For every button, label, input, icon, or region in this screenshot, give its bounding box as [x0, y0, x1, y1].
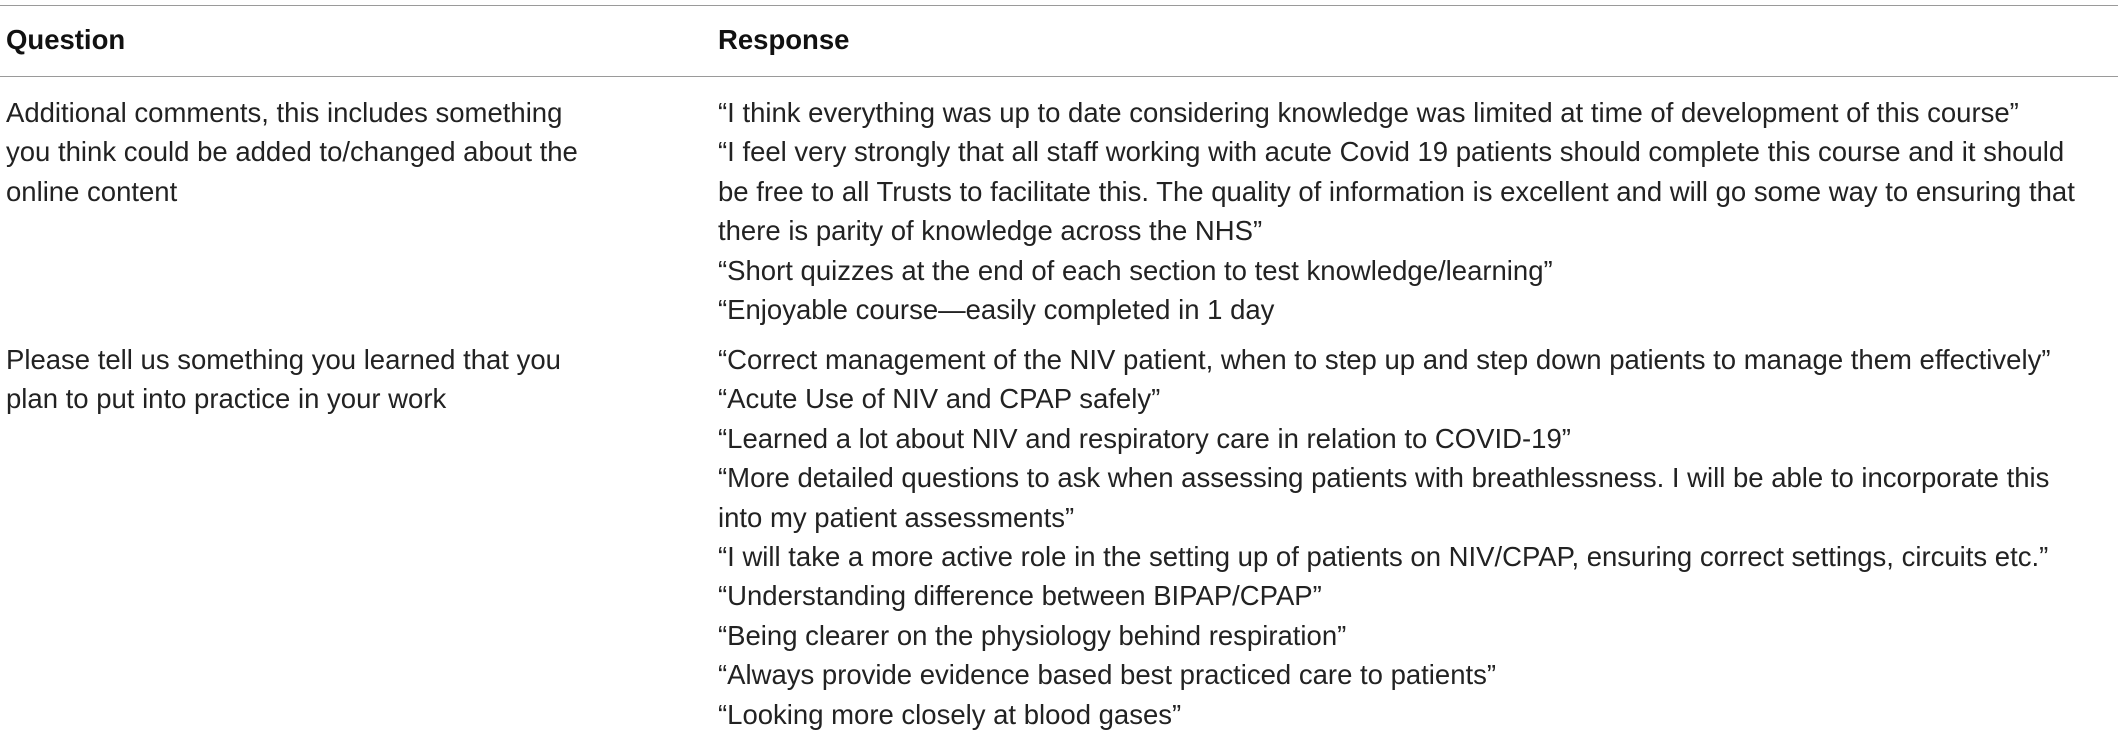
- question-line: Please tell us something you learned that you: [6, 344, 561, 375]
- question-line: online content: [6, 175, 178, 207]
- table-row-2-question: [6, 340, 561, 419]
- response-line: “I think everything was up to date considering knowledge was limited at time of development of this course”: [718, 97, 2019, 128]
- table-row-2-responses: [718, 340, 2050, 734]
- response-line: “Short quizzes at the end of each section to test knowledge/learning”: [718, 254, 1553, 286]
- response-line: “Being clearer on the physiology behind respiration”: [718, 619, 1347, 651]
- response-line: “More detailed questions to ask when assessing patients with breathlessness. I will be able to incorporate this: [718, 462, 2050, 494]
- response-line: “Always provide evidence based best practiced care to patients”: [718, 659, 1497, 691]
- response-line: “Looking more closely at blood gases”: [718, 698, 1182, 730]
- response-line: “Learned a lot about NIV and respiratory care in relation to COVID-19”: [718, 422, 1571, 454]
- question-line: plan to put into practice in your work: [6, 383, 447, 415]
- response-line: “Enjoyable course—easily completed in 1 day: [718, 293, 1275, 325]
- table-header-rule: [0, 76, 2118, 77]
- response-line: “I will take a more active role in the setting up of patients on NIV/CPAP, ensuring correct settings, circuits etc.”: [718, 540, 2049, 572]
- table-row-1-responses: [718, 93, 2075, 329]
- response-column-header: Response: [718, 24, 850, 55]
- response-line: there is parity of knowledge across the NHS”: [718, 215, 1263, 247]
- question-line: Additional comments, this includes something: [6, 97, 563, 128]
- table-top-rule: [0, 5, 2118, 6]
- question-line: you think could be added to/changed about the: [6, 136, 578, 168]
- response-line: “Understanding difference between BIPAP/CPAP”: [718, 580, 1322, 612]
- question-column-header: Question: [6, 24, 126, 55]
- response-line: be free to all Trusts to facilitate this. The quality of information is excellent and will go some way to ensuring that: [718, 175, 2075, 207]
- table-row-1-question: [6, 93, 578, 211]
- response-line: “I feel very strongly that all staff working with acute Covid 19 patients should complete this course and it should: [718, 136, 2065, 168]
- response-line: into my patient assessments”: [718, 501, 1075, 533]
- response-line: “Acute Use of NIV and CPAP safely”: [718, 383, 1161, 415]
- response-line: “Correct management of the NIV patient, when to step up and step down patients to manage them effectively”: [718, 344, 2051, 375]
